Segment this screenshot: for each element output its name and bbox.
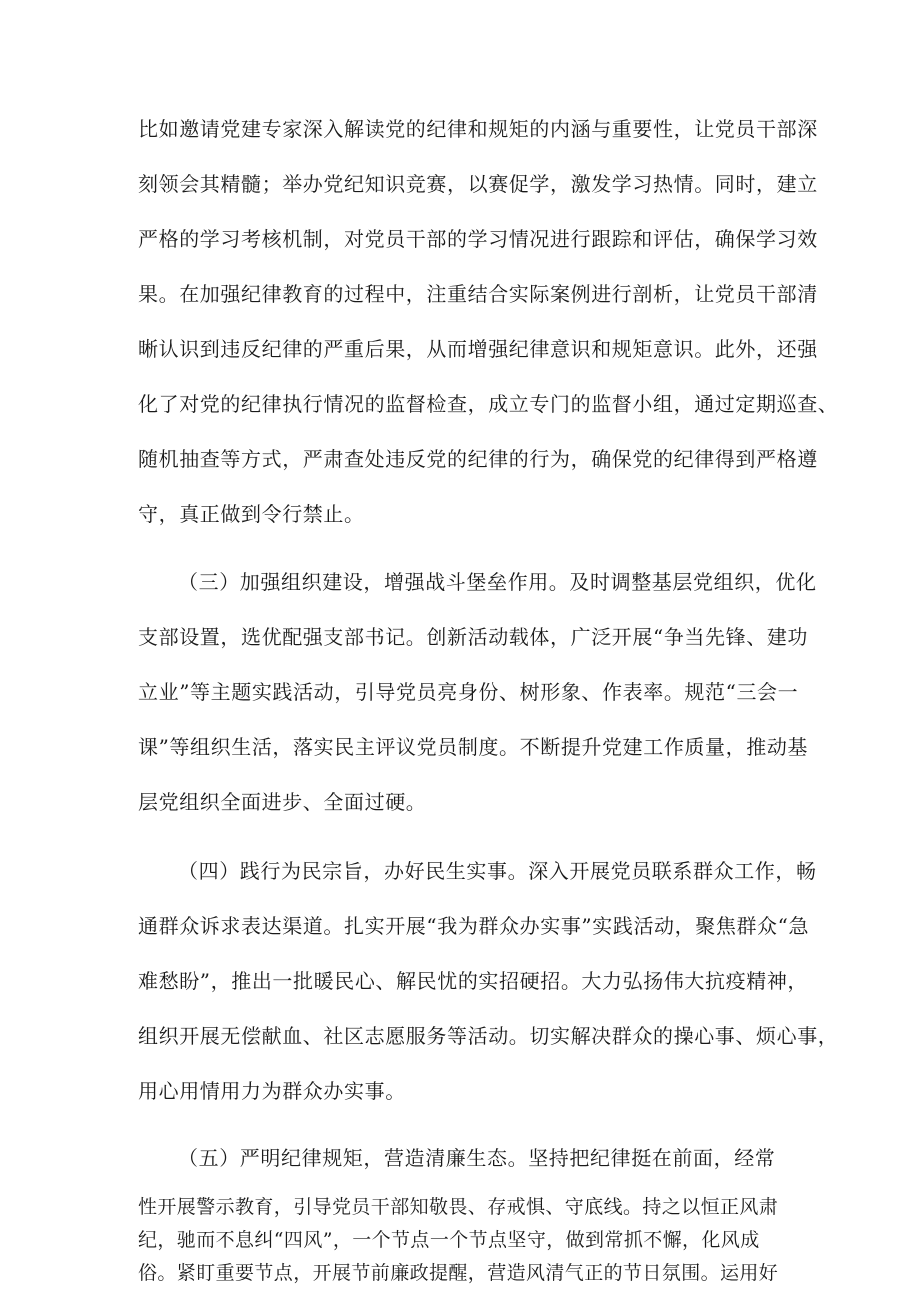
section-heading-line: （五）严明纪律规矩，营造清廉生态。坚持把纪律挺在前面，经常 (178, 1146, 776, 1170)
text-line: 纪，驰而不息纠“四风”，一个节点一个节点坚守，做到常抓不懈，化风成 (138, 1229, 760, 1251)
text-line: 通群众诉求表达渠道。扎实开展“我为群众办实事”实践活动，聚焦群众“急 (138, 914, 810, 938)
text-line: 组织开展无偿献血、社区志愿服务等活动。切实解决群众的操心事、烦心事， (138, 1024, 839, 1048)
text-line: 用心用情用力为群众办实事。 (138, 1079, 406, 1103)
text-line: 随机抽查等方式，严肃查处违反党的纪律的行为，确保党的纪律得到严格遵 (138, 447, 818, 471)
text-line: 刻领会其精髓；举办党纪知识竞赛，以赛促学，激发学习热情。同时，建立 (138, 172, 818, 196)
text-line: 立业”等主题实践活动，引导党员亮身份、树形象、作表率。规范“三会一 (138, 680, 799, 704)
text-line: 性开展警示教育，引导党员干部知敬畏、存戒惧、守底线。持之以恒正风肃 (138, 1196, 779, 1218)
text-line: 守，真正做到令行禁止。 (138, 502, 365, 526)
text-line: 俗。紧盯重要节点，开展节前廉政提醒，营造风清气正的节日氛围。运用好 (138, 1262, 779, 1284)
text-line: 化了对党的纪律执行情况的监督检查，成立专门的监督小组，通过定期巡查、 (138, 392, 839, 416)
section-heading-line: （三）加强组织建设，增强战斗堡垒作用。及时调整基层党组织，优化 (178, 570, 817, 594)
text-line: 难愁盼”，推出一批暖民心、解民忧的实招硬招。大力弘扬伟大抗疫精神， (138, 969, 809, 993)
text-line: 比如邀请党建专家深入解读党的纪律和规矩的内涵与重要性，让党员干部深 (138, 117, 818, 141)
text-line: 层党组织全面进步、全面过硬。 (138, 790, 427, 814)
text-line: 严格的学习考核机制，对党员干部的学习情况进行跟踪和评估，确保学习效 (138, 227, 818, 251)
text-line: 晰认识到违反纪律的严重后果，从而增强纪律意识和规矩意识。此外，还强 (138, 337, 818, 361)
text-line: 课”等组织生活，落实民主评议党员制度。不断提升党建工作质量，推动基 (138, 735, 809, 759)
text-line: 果。在加强纪律教育的过程中，注重结合实际案例进行剖析，让党员干部清 (138, 282, 818, 306)
text-line: 支部设置，选优配强支部书记。创新活动载体，广泛开展“争当先锋、建功 (138, 625, 809, 649)
section-heading-line: （四）践行为民宗旨，办好民生实事。深入开展党员联系群众工作，畅 (178, 859, 817, 883)
